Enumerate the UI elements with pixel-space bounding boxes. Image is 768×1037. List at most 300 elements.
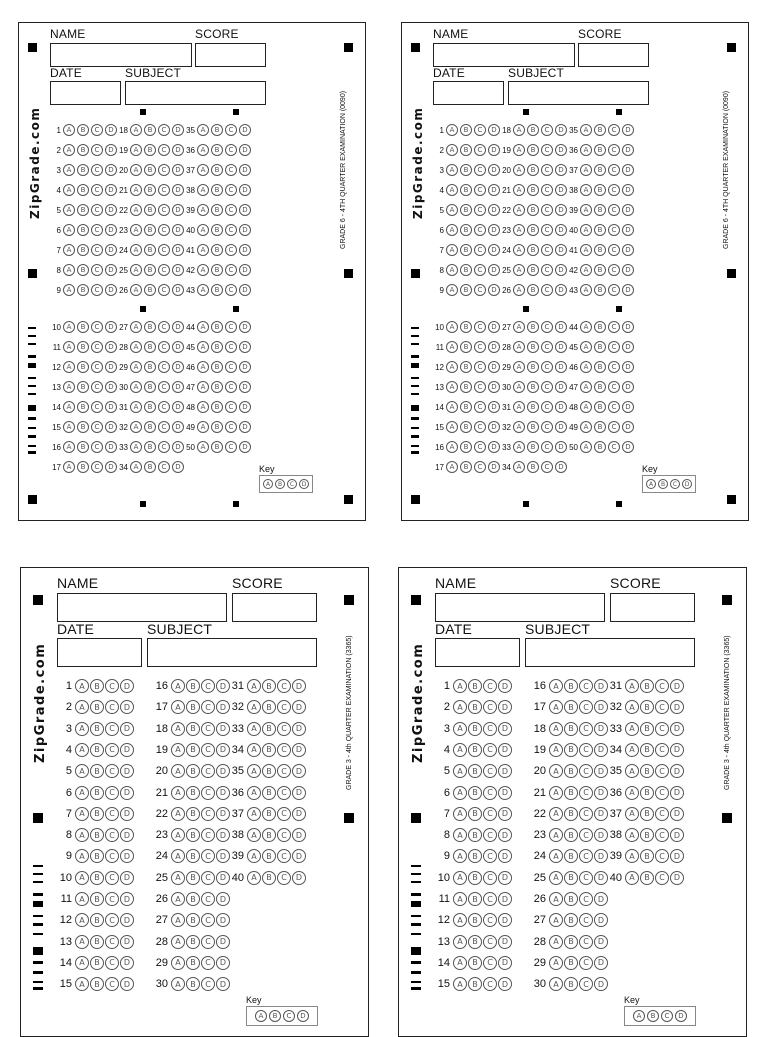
bubble-c[interactable]: C [158, 341, 170, 353]
bubble-a[interactable]: A [453, 892, 467, 906]
bubble-a[interactable]: A [247, 828, 261, 842]
bubble-b[interactable]: B [468, 700, 482, 714]
bubble-d[interactable]: D [555, 124, 567, 136]
bubble-a[interactable]: A [580, 244, 592, 256]
bubble-a[interactable]: A [63, 164, 75, 176]
bubble-b[interactable]: B [90, 871, 104, 885]
bubble-b[interactable]: B [77, 264, 89, 276]
bubble-d[interactable]: D [498, 849, 512, 863]
bubble-d[interactable]: D [172, 244, 184, 256]
bubble-c[interactable]: C [91, 381, 103, 393]
bubble-d[interactable]: D [498, 892, 512, 906]
bubble-d[interactable]: D [670, 700, 684, 714]
bubble-c[interactable]: C [474, 461, 486, 473]
bubble-d[interactable]: D [292, 871, 306, 885]
bubble-a[interactable]: A [63, 401, 75, 413]
name-field[interactable] [57, 593, 227, 622]
bubble-b[interactable]: B [460, 321, 472, 333]
bubble-b[interactable]: B [77, 421, 89, 433]
bubble-c[interactable]: C [579, 892, 593, 906]
bubble-a[interactable]: A [171, 700, 185, 714]
bubble-c[interactable]: C [541, 401, 553, 413]
bubble-d[interactable]: D [594, 722, 608, 736]
bubble-d[interactable]: D [498, 977, 512, 991]
bubble-c[interactable]: C [225, 361, 237, 373]
bubble-b[interactable]: B [262, 743, 276, 757]
bubble-d[interactable]: D [594, 892, 608, 906]
bubble-b[interactable]: B [564, 892, 578, 906]
bubble-a[interactable]: A [75, 807, 89, 821]
bubble-a[interactable]: A [247, 786, 261, 800]
bubble-d[interactable]: D [622, 124, 634, 136]
bubble-d[interactable]: D [555, 284, 567, 296]
bubble-c[interactable]: C [225, 264, 237, 276]
bubble-c[interactable]: C [541, 164, 553, 176]
bubble-b[interactable]: B [468, 679, 482, 693]
bubble-b[interactable]: B [527, 184, 539, 196]
bubble-b[interactable]: B [640, 679, 654, 693]
bubble-a[interactable]: A [197, 361, 209, 373]
bubble-b[interactable]: B [186, 679, 200, 693]
bubble-c[interactable]: C [541, 421, 553, 433]
bubble-b[interactable]: B [211, 361, 223, 373]
bubble-d[interactable]: D [498, 786, 512, 800]
bubble-d[interactable]: D [555, 361, 567, 373]
bubble-d[interactable]: D [622, 421, 634, 433]
bubble-a[interactable]: A [453, 849, 467, 863]
bubble-d[interactable]: D [105, 224, 117, 236]
bubble-b[interactable]: B [90, 700, 104, 714]
bubble-d[interactable]: D [120, 849, 134, 863]
bubble-b[interactable]: B [262, 764, 276, 778]
bubble-d[interactable]: D [594, 913, 608, 927]
bubble-c[interactable]: C [483, 722, 497, 736]
bubble-d[interactable]: D [216, 679, 230, 693]
bubble-c[interactable]: C [608, 421, 620, 433]
bubble-c[interactable]: C [201, 679, 215, 693]
bubble-d[interactable]: D [622, 284, 634, 296]
bubble-b[interactable]: B [211, 441, 223, 453]
bubble-c[interactable]: C [201, 722, 215, 736]
bubble-a[interactable]: A [75, 871, 89, 885]
bubble-a[interactable]: A [453, 764, 467, 778]
bubble-c[interactable]: C [277, 700, 291, 714]
bubble-c[interactable]: C [225, 124, 237, 136]
bubble-d[interactable]: D [105, 461, 117, 473]
bubble-d[interactable]: D [105, 164, 117, 176]
bubble-c[interactable]: C [608, 184, 620, 196]
bubble-b[interactable]: B [90, 722, 104, 736]
bubble-a[interactable]: A [453, 700, 467, 714]
bubble-d[interactable]: D [239, 184, 251, 196]
bubble-c[interactable]: C [158, 124, 170, 136]
bubble-d[interactable]: D [670, 743, 684, 757]
bubble-c[interactable]: C [91, 284, 103, 296]
bubble-d[interactable]: D [172, 421, 184, 433]
bubble-b[interactable]: B [594, 401, 606, 413]
bubble-d[interactable]: D [172, 321, 184, 333]
bubble-b[interactable]: B [468, 871, 482, 885]
bubble-d[interactable]: D [498, 722, 512, 736]
bubble-d[interactable]: D [488, 284, 500, 296]
bubble-c[interactable]: C [474, 361, 486, 373]
bubble-a[interactable]: A [130, 244, 142, 256]
bubble-c[interactable]: C [105, 722, 119, 736]
bubble-d[interactable]: D [172, 264, 184, 276]
bubble-d[interactable]: D [498, 913, 512, 927]
bubble-a[interactable]: A [130, 164, 142, 176]
bubble-a[interactable]: A [453, 935, 467, 949]
bubble-b[interactable]: B [594, 244, 606, 256]
bubble-b[interactable]: B [77, 361, 89, 373]
bubble-a[interactable]: A [171, 977, 185, 991]
bubble-a[interactable]: A [63, 224, 75, 236]
bubble-d[interactable]: D [670, 679, 684, 693]
bubble-d[interactable]: D [120, 807, 134, 821]
bubble-b[interactable]: B [468, 828, 482, 842]
bubble-b[interactable]: B [211, 264, 223, 276]
bubble-a[interactable]: A [625, 679, 639, 693]
bubble-c[interactable]: C [105, 849, 119, 863]
bubble-b[interactable]: B [460, 461, 472, 473]
bubble-a[interactable]: A [197, 401, 209, 413]
bubble-d[interactable]: D [594, 786, 608, 800]
bubble-a[interactable]: A [625, 743, 639, 757]
bubble-c[interactable]: C [541, 244, 553, 256]
bubble-b[interactable]: B [564, 743, 578, 757]
bubble-c[interactable]: C [483, 913, 497, 927]
bubble-c[interactable]: C [655, 849, 669, 863]
bubble-d[interactable]: D [555, 381, 567, 393]
bubble-a[interactable]: A [580, 421, 592, 433]
bubble-a[interactable]: A [446, 124, 458, 136]
bubble-a[interactable]: A [453, 871, 467, 885]
bubble-b[interactable]: B [527, 421, 539, 433]
bubble-a[interactable]: A [625, 700, 639, 714]
bubble-a[interactable]: A [580, 124, 592, 136]
bubble-a[interactable]: A [549, 977, 563, 991]
bubble-a[interactable]: A [197, 224, 209, 236]
bubble-d[interactable]: D [622, 361, 634, 373]
bubble-b[interactable]: B [468, 977, 482, 991]
bubble-d[interactable]: D [670, 807, 684, 821]
bubble-a[interactable]: A [453, 807, 467, 821]
bubble-c[interactable]: C [541, 441, 553, 453]
bubble-b[interactable]: B [144, 361, 156, 373]
bubble-d[interactable]: D [555, 224, 567, 236]
bubble-c[interactable]: C [541, 321, 553, 333]
bubble-b[interactable]: B [144, 184, 156, 196]
bubble-a[interactable]: A [75, 956, 89, 970]
bubble-a[interactable]: A [513, 264, 525, 276]
bubble-c[interactable]: C [608, 244, 620, 256]
bubble-b[interactable]: B [527, 164, 539, 176]
bubble-a[interactable]: A [549, 743, 563, 757]
bubble-c[interactable]: C [225, 244, 237, 256]
bubble-d[interactable]: D [216, 892, 230, 906]
bubble-c[interactable]: C [158, 184, 170, 196]
bubble-c[interactable]: C [608, 124, 620, 136]
bubble-c[interactable]: C [474, 184, 486, 196]
bubble-d[interactable]: D [216, 935, 230, 949]
bubble-a[interactable]: A [197, 441, 209, 453]
bubble-c[interactable]: C [105, 786, 119, 800]
bubble-a[interactable]: A [513, 361, 525, 373]
bubble-c[interactable]: C [201, 786, 215, 800]
bubble-c[interactable]: C [201, 807, 215, 821]
bubble-a[interactable]: A [197, 124, 209, 136]
bubble-c[interactable]: C [225, 164, 237, 176]
bubble-b[interactable]: B [594, 381, 606, 393]
bubble-c[interactable]: C [483, 892, 497, 906]
bubble-a[interactable]: A [63, 441, 75, 453]
bubble-d[interactable]: D [172, 224, 184, 236]
bubble-d[interactable]: D [622, 441, 634, 453]
bubble-b[interactable]: B [77, 184, 89, 196]
bubble-a[interactable]: A [63, 264, 75, 276]
bubble-a[interactable]: A [625, 764, 639, 778]
bubble-d[interactable]: D [172, 144, 184, 156]
bubble-d[interactable]: D [555, 321, 567, 333]
bubble-d[interactable]: D [622, 224, 634, 236]
bubble-a[interactable]: A [75, 849, 89, 863]
bubble-c[interactable]: C [225, 421, 237, 433]
bubble-b[interactable]: B [211, 244, 223, 256]
bubble-a[interactable]: A [580, 321, 592, 333]
bubble-a[interactable]: A [75, 743, 89, 757]
bubble-a[interactable]: A [446, 361, 458, 373]
bubble-c[interactable]: C [608, 441, 620, 453]
bubble-b[interactable]: B [262, 871, 276, 885]
bubble-c[interactable]: C [474, 244, 486, 256]
bubble-d[interactable]: D [216, 700, 230, 714]
bubble-b[interactable]: B [144, 224, 156, 236]
bubble-c[interactable]: C [655, 828, 669, 842]
bubble-c[interactable]: C [105, 828, 119, 842]
bubble-b[interactable]: B [468, 956, 482, 970]
bubble-b[interactable]: B [90, 679, 104, 693]
bubble-d[interactable]: D [594, 935, 608, 949]
bubble-c[interactable]: C [225, 204, 237, 216]
bubble-a[interactable]: A [197, 284, 209, 296]
bubble-b[interactable]: B [77, 164, 89, 176]
bubble-d[interactable]: D [172, 124, 184, 136]
bubble-b[interactable]: B [527, 244, 539, 256]
bubble-a[interactable]: A [130, 441, 142, 453]
bubble-d[interactable]: D [120, 892, 134, 906]
bubble-c[interactable]: C [91, 164, 103, 176]
bubble-a[interactable]: A [453, 977, 467, 991]
bubble-d[interactable]: D [216, 786, 230, 800]
bubble-d[interactable]: D [555, 441, 567, 453]
bubble-a[interactable]: A [580, 284, 592, 296]
bubble-a[interactable]: A [75, 828, 89, 842]
score-field[interactable] [610, 593, 695, 622]
bubble-c[interactable]: C [655, 700, 669, 714]
bubble-c[interactable]: C [105, 977, 119, 991]
bubble-c[interactable]: C [655, 786, 669, 800]
bubble-d[interactable]: D [120, 871, 134, 885]
bubble-c[interactable]: C [201, 913, 215, 927]
bubble-d[interactable]: D [498, 700, 512, 714]
bubble-c[interactable]: C [608, 284, 620, 296]
bubble-b[interactable]: B [460, 124, 472, 136]
bubble-c[interactable]: C [655, 679, 669, 693]
date-field[interactable] [50, 81, 121, 105]
bubble-a[interactable]: A [625, 828, 639, 842]
bubble-c[interactable]: C [105, 679, 119, 693]
bubble-b[interactable]: B [186, 977, 200, 991]
bubble-b[interactable]: B [186, 913, 200, 927]
bubble-a[interactable]: A [75, 764, 89, 778]
bubble-a[interactable]: A [171, 722, 185, 736]
bubble-b[interactable]: B [640, 828, 654, 842]
bubble-a[interactable]: A [549, 828, 563, 842]
bubble-d[interactable]: D [216, 956, 230, 970]
bubble-b[interactable]: B [144, 321, 156, 333]
bubble-d[interactable]: D [555, 144, 567, 156]
bubble-d[interactable]: D [488, 224, 500, 236]
bubble-d[interactable]: D [498, 935, 512, 949]
bubble-b[interactable]: B [144, 401, 156, 413]
bubble-c[interactable]: C [608, 224, 620, 236]
bubble-d[interactable]: D [292, 679, 306, 693]
bubble-b[interactable]: B [211, 144, 223, 156]
bubble-c[interactable]: C [483, 871, 497, 885]
bubble-d[interactable]: D [120, 913, 134, 927]
bubble-c[interactable]: C [105, 892, 119, 906]
bubble-d[interactable]: D [105, 184, 117, 196]
bubble-a[interactable]: A [171, 807, 185, 821]
bubble-a[interactable]: A [549, 807, 563, 821]
bubble-d[interactable]: D [172, 381, 184, 393]
bubble-c[interactable]: C [579, 913, 593, 927]
bubble-c[interactable]: C [579, 722, 593, 736]
bubble-a[interactable]: A [63, 461, 75, 473]
bubble-b[interactable]: B [468, 722, 482, 736]
bubble-b[interactable]: B [594, 184, 606, 196]
bubble-b[interactable]: B [90, 977, 104, 991]
bubble-d[interactable]: D [120, 828, 134, 842]
bubble-a[interactable]: A [513, 421, 525, 433]
bubble-a[interactable]: A [513, 224, 525, 236]
bubble-b[interactable]: B [211, 284, 223, 296]
bubble-d[interactable]: D [594, 849, 608, 863]
bubble-d[interactable]: D [105, 321, 117, 333]
bubble-a[interactable]: A [446, 321, 458, 333]
bubble-b[interactable]: B [77, 441, 89, 453]
bubble-c[interactable]: C [91, 184, 103, 196]
bubble-c[interactable]: C [483, 935, 497, 949]
bubble-d[interactable]: D [172, 461, 184, 473]
bubble-a[interactable]: A [197, 381, 209, 393]
bubble-c[interactable]: C [105, 913, 119, 927]
bubble-d[interactable]: D [555, 341, 567, 353]
bubble-c[interactable]: C [158, 204, 170, 216]
bubble-a[interactable]: A [580, 144, 592, 156]
bubble-b[interactable]: B [186, 743, 200, 757]
bubble-b[interactable]: B [211, 224, 223, 236]
bubble-a[interactable]: A [171, 913, 185, 927]
bubble-d[interactable]: D [555, 164, 567, 176]
bubble-d[interactable]: D [105, 284, 117, 296]
bubble-c[interactable]: C [483, 700, 497, 714]
bubble-d[interactable]: D [239, 264, 251, 276]
bubble-c[interactable]: C [158, 421, 170, 433]
bubble-d[interactable]: D [105, 381, 117, 393]
bubble-d[interactable]: D [594, 871, 608, 885]
bubble-a[interactable]: A [197, 164, 209, 176]
bubble-b[interactable]: B [144, 284, 156, 296]
bubble-d[interactable]: D [555, 461, 567, 473]
bubble-c[interactable]: C [541, 361, 553, 373]
bubble-a[interactable]: A [513, 164, 525, 176]
bubble-c[interactable]: C [474, 421, 486, 433]
bubble-d[interactable]: D [216, 849, 230, 863]
bubble-a[interactable]: A [75, 935, 89, 949]
bubble-a[interactable]: A [63, 144, 75, 156]
bubble-a[interactable]: A [130, 284, 142, 296]
bubble-b[interactable]: B [564, 871, 578, 885]
bubble-b[interactable]: B [527, 284, 539, 296]
bubble-c[interactable]: C [655, 722, 669, 736]
bubble-a[interactable]: A [63, 244, 75, 256]
bubble-c[interactable]: C [608, 321, 620, 333]
bubble-d[interactable]: D [488, 341, 500, 353]
bubble-a[interactable]: A [171, 764, 185, 778]
bubble-d[interactable]: D [594, 977, 608, 991]
bubble-a[interactable]: A [549, 892, 563, 906]
bubble-c[interactable]: C [541, 461, 553, 473]
bubble-c[interactable]: C [201, 892, 215, 906]
bubble-d[interactable]: D [488, 321, 500, 333]
bubble-b[interactable]: B [564, 913, 578, 927]
bubble-d[interactable]: D [216, 871, 230, 885]
bubble-a[interactable]: A [75, 786, 89, 800]
bubble-d[interactable]: D [498, 828, 512, 842]
bubble-a[interactable]: A [453, 743, 467, 757]
bubble-a[interactable]: A [513, 284, 525, 296]
bubble-d[interactable]: D [172, 164, 184, 176]
bubble-c[interactable]: C [91, 264, 103, 276]
bubble-c[interactable]: C [225, 441, 237, 453]
bubble-d[interactable]: D [622, 184, 634, 196]
bubble-b[interactable]: B [594, 361, 606, 373]
bubble-d[interactable]: D [239, 224, 251, 236]
bubble-c[interactable]: C [105, 764, 119, 778]
bubble-c[interactable]: C [158, 164, 170, 176]
bubble-c[interactable]: C [579, 807, 593, 821]
bubble-d[interactable]: D [498, 871, 512, 885]
bubble-d[interactable]: D [172, 204, 184, 216]
bubble-c[interactable]: C [474, 401, 486, 413]
bubble-a[interactable]: A [63, 341, 75, 353]
bubble-d[interactable]: D [555, 421, 567, 433]
bubble-b[interactable]: B [564, 935, 578, 949]
bubble-a[interactable]: A [453, 786, 467, 800]
subject-field[interactable] [525, 638, 695, 667]
subject-field[interactable] [125, 81, 266, 105]
bubble-c[interactable]: C [105, 871, 119, 885]
bubble-b[interactable]: B [640, 764, 654, 778]
bubble-c[interactable]: C [105, 935, 119, 949]
bubble-b[interactable]: B [468, 743, 482, 757]
bubble-d[interactable]: D [555, 264, 567, 276]
bubble-d[interactable]: D [239, 421, 251, 433]
bubble-d[interactable]: D [670, 786, 684, 800]
bubble-a[interactable]: A [513, 244, 525, 256]
subject-field[interactable] [147, 638, 317, 667]
